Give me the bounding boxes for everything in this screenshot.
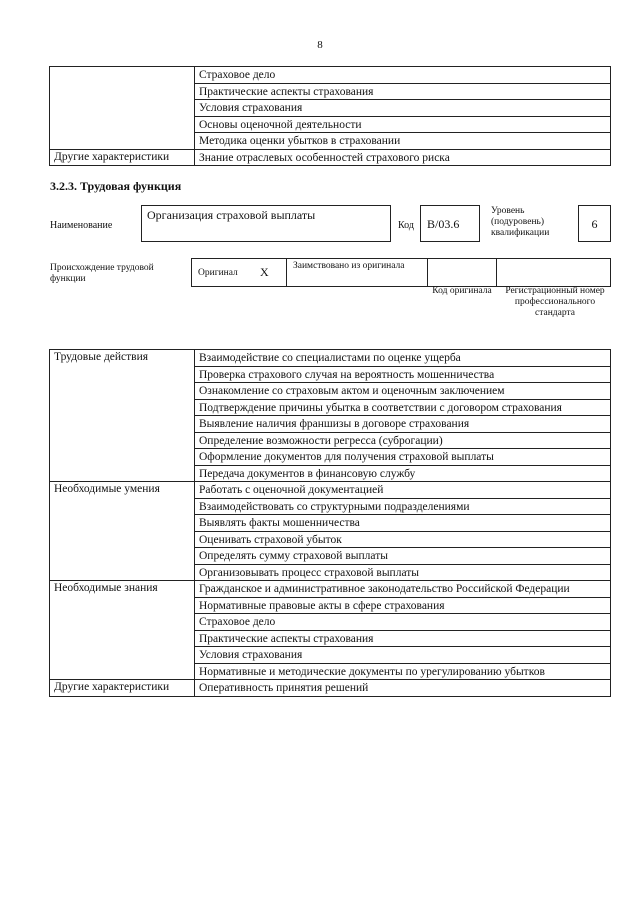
group-item: Организовывать процесс страховой выплаты xyxy=(195,564,611,581)
origin-label: Происхождение трудовой функции xyxy=(50,263,154,284)
group-item: Условия страхования xyxy=(195,647,611,664)
table-row xyxy=(50,350,611,367)
page-number: 8 xyxy=(317,39,323,51)
group-item: Гражданское и административное законодательство Российской Федерации xyxy=(195,581,611,598)
group-item: Выявлять факты мошенничества xyxy=(195,515,611,532)
function-table xyxy=(49,349,611,697)
borrowed-label: Заимствовано из оригинала xyxy=(293,261,405,271)
group-label: Необходимые знания xyxy=(50,581,195,680)
group-item: Выявление наличия франшизы в договоре страхования xyxy=(195,416,611,433)
origin-divider-3 xyxy=(496,258,497,287)
code-value: B/03.6 xyxy=(427,217,460,231)
code-label: Код xyxy=(398,220,414,231)
group-label: Другие характеристики xyxy=(50,680,195,697)
row-value: Знание отраслевых особенностей страхового риска xyxy=(195,149,611,166)
level-box xyxy=(578,205,611,242)
row-value: Методика оценки убытков в страховании xyxy=(195,133,611,150)
group-item: Работать с оценочной документацией xyxy=(195,482,611,499)
group-item: Оценивать страховой убыток xyxy=(195,531,611,548)
row-label xyxy=(50,67,195,150)
table-row xyxy=(50,67,611,84)
code-box xyxy=(420,205,480,242)
group-item: Нормативные правовые акты в сфере страхования xyxy=(195,597,611,614)
name-value: Организация страховой выплаты xyxy=(147,208,316,222)
row-value: Практические аспекты страхования xyxy=(195,83,611,100)
continuation-table xyxy=(49,66,611,166)
group-item: Определять сумму страховой выплаты xyxy=(195,548,611,565)
row-label: Другие характеристики xyxy=(50,149,195,166)
group-item: Взаимодействие со специалистами по оценке ущерба xyxy=(195,350,611,367)
origin-divider-2 xyxy=(427,258,428,287)
group-item: Оформление документов для получения страховой выплаты xyxy=(195,449,611,466)
section-heading: 3.2.3. Трудовая функция xyxy=(50,179,182,193)
group-item: Страховое дело xyxy=(195,614,611,631)
original-mark: X xyxy=(260,265,269,279)
name-label: Наименование xyxy=(50,220,113,231)
row-value: Основы оценочной деятельности xyxy=(195,116,611,133)
reg-number-caption: Регистрационный номер профессионального стандарта xyxy=(505,286,605,318)
row-value: Страховое дело xyxy=(195,67,611,84)
group-label: Необходимые умения xyxy=(50,482,195,581)
group-item: Передача документов в финансовую службу xyxy=(195,465,611,482)
row-value: Условия страхования xyxy=(195,100,611,117)
name-box xyxy=(141,205,391,242)
group-item: Практические аспекты страхования xyxy=(195,630,611,647)
group-item: Оперативность принятия решений xyxy=(195,680,611,697)
group-item: Определение возможности регресса (суброгации) xyxy=(195,432,611,449)
group-item: Нормативные и методические документы по урегулированию убытков xyxy=(195,663,611,680)
origin-divider-1 xyxy=(286,258,287,287)
level-label: Уровень (подуровень) квалификации xyxy=(491,206,550,238)
group-item: Взаимодействовать со структурными подразделениями xyxy=(195,498,611,515)
level-value: 6 xyxy=(591,217,598,231)
group-item: Ознакомление со страховым актом и оценочным заключением xyxy=(195,383,611,400)
group-label: Трудовые действия xyxy=(50,350,195,482)
original-label: Оригинал xyxy=(198,268,238,278)
table-row xyxy=(50,680,611,697)
table-row xyxy=(50,581,611,598)
code-original-caption: Код оригинала xyxy=(432,286,492,296)
group-item: Проверка страхового случая на вероятность мошенничества xyxy=(195,366,611,383)
table-row xyxy=(50,482,611,499)
table-row xyxy=(50,149,611,166)
group-item: Подтверждение причины убытка в соответствии с договором страхования xyxy=(195,399,611,416)
